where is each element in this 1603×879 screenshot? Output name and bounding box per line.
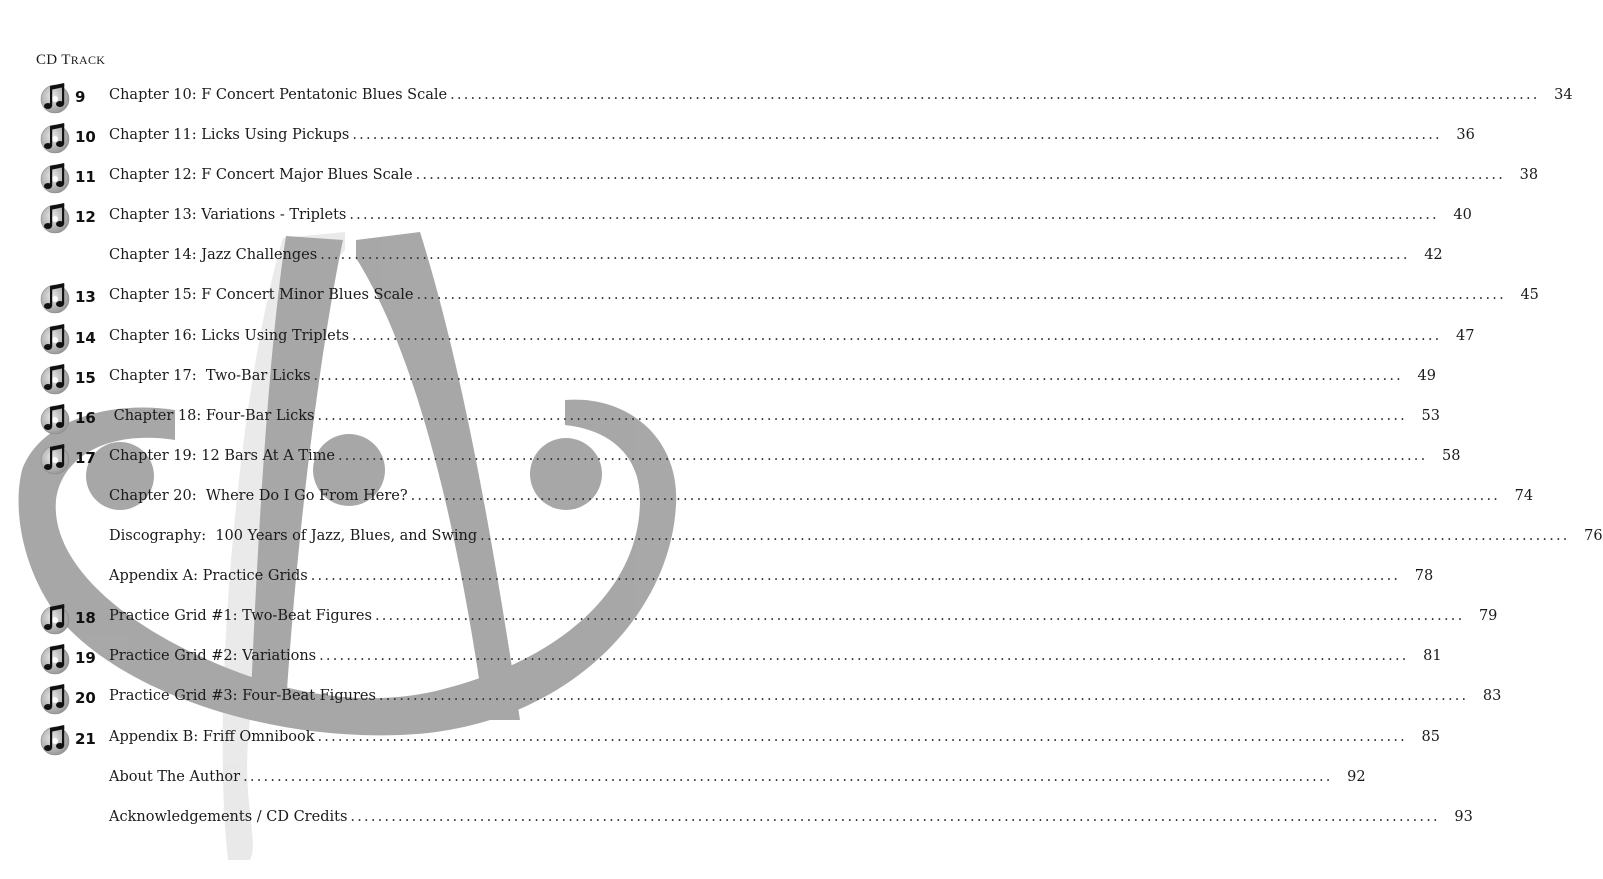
dot-leader: ................................................................................................................................................................ [350,808,1440,825]
toc-page-number: 92 [1347,768,1366,785]
toc-page-number: 58 [1441,447,1461,464]
toc-entry [109,127,1475,144]
toc-row[interactable] [0,559,1434,599]
toc-entry-title: Discography: 100 Years of Jazz, Blues, and Swing [109,528,478,545]
track-number: 15 [75,368,96,387]
toc-row[interactable] [0,639,1442,679]
toc-row[interactable] [0,800,1473,840]
table-of-contents [0,78,1603,840]
toc-entry [109,568,1434,585]
toc-entry-title: Appendix B: Friff Omnibook [109,728,315,745]
dot-leader: ................................................................................................................................................................ [310,568,1401,585]
toc-entry [109,447,1461,464]
toc-row[interactable] [0,519,1603,559]
toc-page-number: 42 [1424,247,1443,264]
toc-row[interactable] [0,118,1475,158]
toc-entry [109,407,1440,424]
toc-page-number: 85 [1421,728,1440,745]
track-number: 18 [75,609,96,628]
toc-entry-title: Chapter 16: Licks Using Triplets [109,327,350,344]
toc-entry-title: Chapter 10: F Concert Pentatonic Blues Scale [109,87,448,103]
toc-entry [109,287,1539,304]
toc-entry [109,367,1436,384]
track-number: 9 [75,88,86,106]
toc-entry-title: Chapter 13: Variations - Triplets [109,207,347,224]
cd-track-heading [36,52,105,69]
toc-entry-title: Chapter 19: 12 Bars At A Time [109,447,335,464]
dot-leader: ................................................................................................................................................................ [378,688,1469,705]
toc-entry [109,207,1472,224]
toc-row[interactable] [0,399,1440,439]
toc-entry-title: About The Author [109,768,241,785]
toc-row[interactable] [0,198,1472,238]
track-number: 10 [75,128,96,147]
cd-music-note-icon [38,441,72,475]
dot-leader: ................................................................................................................................................................ [317,728,1407,745]
cd-music-note-icon [38,722,72,756]
toc-entry [109,808,1473,825]
toc-entry-title: Chapter 20: Where Do I Go From Here? [109,487,408,504]
toc-entry [109,167,1539,184]
cd-music-note-icon [38,641,72,675]
toc-entry [109,768,1366,785]
cd-music-note-icon [38,361,72,395]
toc-page-number: 53 [1421,407,1440,424]
toc-entry [109,247,1443,264]
track-number: 14 [75,328,96,347]
toc-entry-title: Chapter 14: Jazz Challenges [109,247,318,264]
toc-page-number: 45 [1520,287,1539,304]
toc-page-number: 79 [1478,608,1498,625]
toc-entry-title: Chapter 17: Two-Bar Licks [109,367,311,384]
toc-row[interactable] [0,78,1573,118]
toc-page-number: 36 [1456,127,1475,144]
track-number: 19 [75,649,96,668]
dot-leader: ................................................................................................................................................................ [450,87,1540,103]
cd-music-note-icon [38,120,72,154]
toc-entry [109,487,1534,504]
track-number: 20 [75,689,96,708]
toc-entry-title: Practice Grid #2: Variations [109,648,317,665]
toc-row[interactable] [0,278,1539,318]
toc-entry-title: Chapter 11: Licks Using Pickups [109,127,350,144]
dot-leader: ................................................................................................................................................................ [320,247,1410,264]
dot-leader: ................................................................................................................................................................ [480,528,1570,545]
toc-page-number: 93 [1454,808,1473,825]
toc-row[interactable] [0,679,1502,719]
toc-page-number: 40 [1453,207,1472,224]
dot-leader: ................................................................................................................................................................ [317,407,1407,424]
track-number: 21 [75,729,96,748]
track-number: 16 [75,408,96,427]
toc-page-number: 81 [1423,648,1442,665]
dot-leader: ................................................................................................................................................................ [313,367,1403,384]
dot-leader: ................................................................................................................................................................ [410,487,1501,504]
toc-entry [109,87,1573,103]
dot-leader: ................................................................................................................................................................ [352,327,1442,344]
dot-leader: ................................................................................................................................................................ [349,207,1439,224]
cd-music-note-icon [38,200,72,234]
cd-music-note-icon [38,681,72,715]
toc-entry-title: Acknowledgements / CD Credits [109,808,348,825]
toc-row[interactable] [0,760,1366,800]
dot-leader: ................................................................................................................................................................ [337,447,1428,464]
toc-entry [109,608,1498,625]
dot-leader: ................................................................................................................................................................ [416,287,1506,304]
toc-entry-title: Practice Grid #1: Two-Beat Figures [109,608,372,625]
toc-page-number: 47 [1456,327,1475,344]
toc-page-number: 34 [1554,87,1573,103]
toc-entry [109,728,1440,745]
dot-leader: ................................................................................................................................................................ [374,608,1465,625]
track-number: 12 [75,208,96,227]
toc-page-number: 38 [1519,167,1539,184]
toc-page-number: 83 [1482,688,1502,705]
toc-entry-title: Practice Grid #3: Four-Beat Figures [109,688,376,705]
toc-entry-title: Chapter 12: F Concert Major Blues Scale [109,167,413,184]
toc-page-number: 49 [1417,367,1436,384]
cd-track-heading-initial: CD T [36,52,71,68]
toc-entry [109,648,1442,665]
dot-leader: ................................................................................................................................................................ [243,768,1333,785]
cd-music-note-icon [38,601,72,635]
cd-music-note-icon [38,401,72,435]
toc-row[interactable] [0,439,1461,479]
toc-entry [109,688,1502,705]
track-number: 17 [75,448,96,467]
toc-entry-title: Appendix A: Practice Grids [109,568,308,585]
cd-music-note-icon [38,280,72,314]
toc-row[interactable] [0,158,1539,198]
toc-row[interactable] [0,238,1443,278]
dot-leader: ................................................................................................................................................................ [352,127,1442,144]
cd-music-note-icon [38,160,72,194]
cd-track-heading-rest: RACK [70,53,106,67]
track-number: 11 [75,168,96,187]
toc-page-number: 78 [1414,568,1434,585]
toc-entry-title: Chapter 15: F Concert Minor Blues Scale [109,287,414,304]
cd-music-note-icon [38,321,72,355]
toc-row[interactable] [0,319,1475,359]
toc-entry [109,327,1475,344]
toc-row[interactable] [0,479,1534,519]
toc-page-number: 74 [1514,487,1534,504]
toc-entry [109,528,1603,545]
dot-leader: ................................................................................................................................................................ [319,648,1409,665]
toc-row[interactable] [0,720,1440,760]
cd-music-note-icon [38,80,72,114]
toc-row[interactable] [0,359,1436,399]
toc-row[interactable] [0,599,1498,639]
dot-leader: ................................................................................................................................................................ [415,167,1506,184]
track-number: 13 [75,288,96,307]
toc-entry-title: Chapter 18: Four-Bar Licks [109,407,315,424]
toc-page-number: 76 [1584,528,1603,545]
